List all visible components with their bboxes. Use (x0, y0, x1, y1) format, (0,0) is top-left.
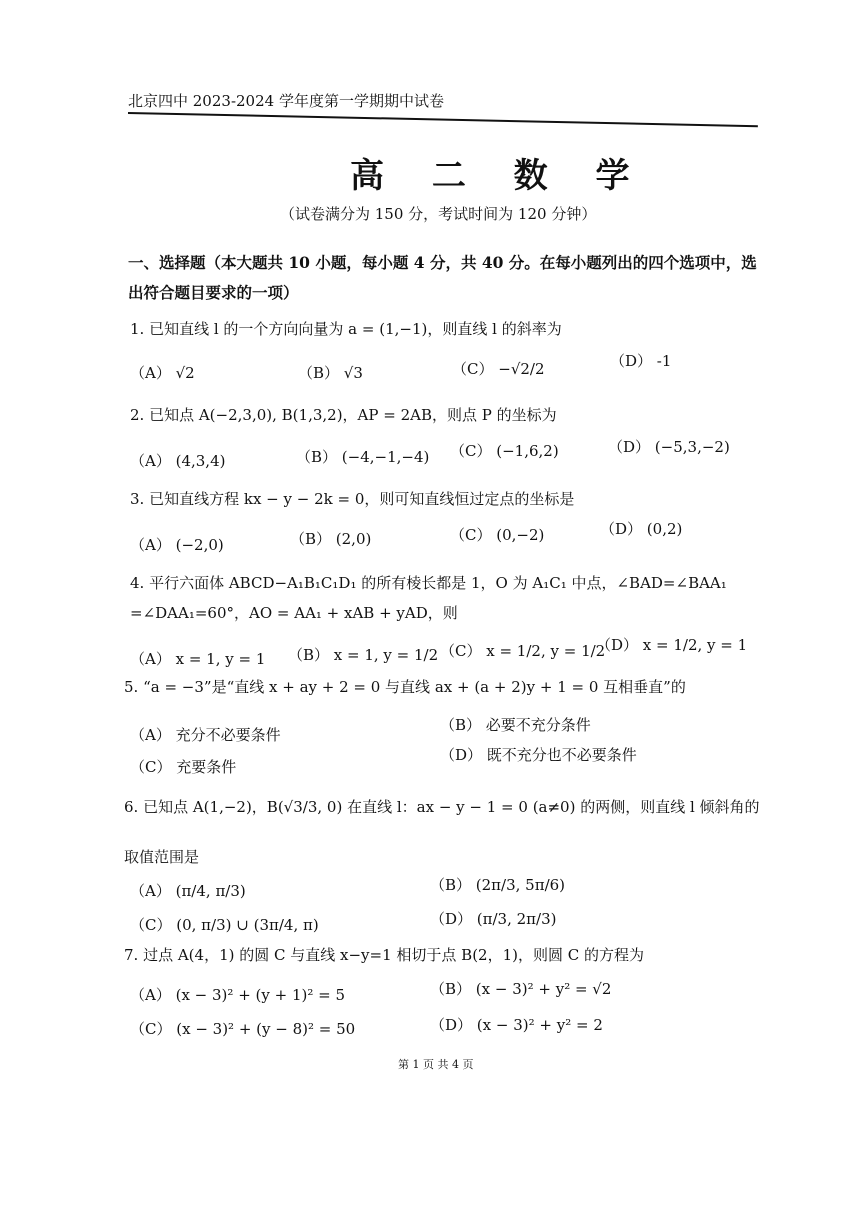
question-3-option-a: （A） (−2,0) (130, 536, 224, 554)
question-4-option-d: （D） x = 1/2, y = 1 (596, 636, 748, 654)
question-7-option-c: （C） (x − 3)² + (y − 8)² = 50 (130, 1020, 356, 1038)
question-4-stem-continued: =∠DAA₁=60°，AO = AA₁ + xAB + yAD，则 (130, 604, 458, 622)
question-2-option-d: （D） (−5,3,−2) (608, 438, 730, 456)
school-header: 北京四中 2023-2024 学年度第一学期期中试卷 (128, 92, 444, 110)
question-4-option-b: （B） x = 1, y = 1/2 (288, 646, 439, 664)
question-3-option-c: （C） (0,−2) (450, 526, 545, 544)
question-6-stem-continued: 取值范围是 (124, 848, 200, 866)
question-3-option-d: （D） (0,2) (600, 520, 683, 538)
question-6-option-d: （D） (π/3, 2π/3) (430, 910, 557, 928)
page-footer: 第 1 页 共 4 页 (398, 1058, 474, 1071)
question-5-option-d: （D） 既不充分也不必要条件 (440, 746, 637, 764)
question-5-stem: 5. “a = −3”是“直线 x + ay + 2 = 0 与直线 ax + (a + 2)y + 1 = 0 互相垂直”的 (124, 678, 686, 696)
question-7-option-b: （B） (x − 3)² + y² = √2 (430, 980, 612, 998)
section-heading: 一、选择题（本大题共 10 小题，每小题 4 分，共 40 分。在每小题列出的四个选项中，选出符合题目要求的一项） (128, 253, 757, 302)
exam-info: （试卷满分为 150 分，考试时间为 120 分钟） (280, 205, 597, 223)
question-5-option-b: （B） 必要不充分条件 (440, 716, 591, 734)
question-1-option-b: （B） √3 (298, 364, 363, 382)
question-4-option-a: （A） x = 1, y = 1 (130, 650, 266, 668)
question-6-option-c: （C） (0, π/3) ∪ (3π/4, π) (130, 916, 319, 934)
question-3-stem: 3. 已知直线方程 kx − y − 2k = 0，则可知直线恒过定点的坐标是 (130, 490, 575, 508)
question-6-stem: 6. 已知点 A(1,−2)，B(√3/3, 0) 在直线 l：ax − y − 1 = 0 (a≠0) 的两侧，则直线 l 倾斜角的 (124, 798, 760, 816)
question-4-stem: 4. 平行六面体 ABCD−A₁B₁C₁D₁ 的所有棱长都是 1，O 为 A₁C₁ 中点，∠BAD=∠BAA₁ (130, 574, 727, 592)
question-7-stem: 7. 过点 A(4，1) 的圆 C 与直线 x−y=1 相切于点 B(2，1)，则圆 C 的方程为 (124, 946, 644, 964)
question-1-option-a: （A） √2 (130, 364, 195, 382)
question-3-option-b: （B） (2,0) (290, 530, 372, 548)
header-rule (128, 112, 758, 127)
question-2-option-a: （A） (4,3,4) (130, 452, 226, 470)
question-1-option-c: （C） −√2/2 (452, 360, 545, 378)
question-5-option-c: （C） 充要条件 (130, 758, 237, 776)
question-2-stem: 2. 已知点 A(−2,3,0), B(1,3,2)，AP = 2AB，则点 P 的坐标为 (130, 406, 557, 424)
question-1-option-d: （D） -1 (610, 352, 672, 370)
question-7-option-d: （D） (x − 3)² + y² = 2 (430, 1016, 603, 1034)
page-title: 高 二 数 学 (350, 156, 648, 196)
question-7-option-a: （A） (x − 3)² + (y + 1)² = 5 (130, 986, 346, 1004)
question-1-stem: 1. 已知直线 l 的一个方向向量为 a = (1,−1)，则直线 l 的斜率为 (130, 320, 562, 338)
question-2-option-c: （C） (−1,6,2) (450, 442, 559, 460)
question-2-option-b: （B） (−4,−1,−4) (296, 448, 430, 466)
question-4-option-c: （C） x = 1/2, y = 1/2 (440, 642, 606, 660)
question-5-option-a: （A） 充分不必要条件 (130, 726, 281, 744)
question-6-option-b: （B） (2π/3, 5π/6) (430, 876, 566, 894)
question-6-option-a: （A） (π/4, π/3) (130, 882, 246, 900)
